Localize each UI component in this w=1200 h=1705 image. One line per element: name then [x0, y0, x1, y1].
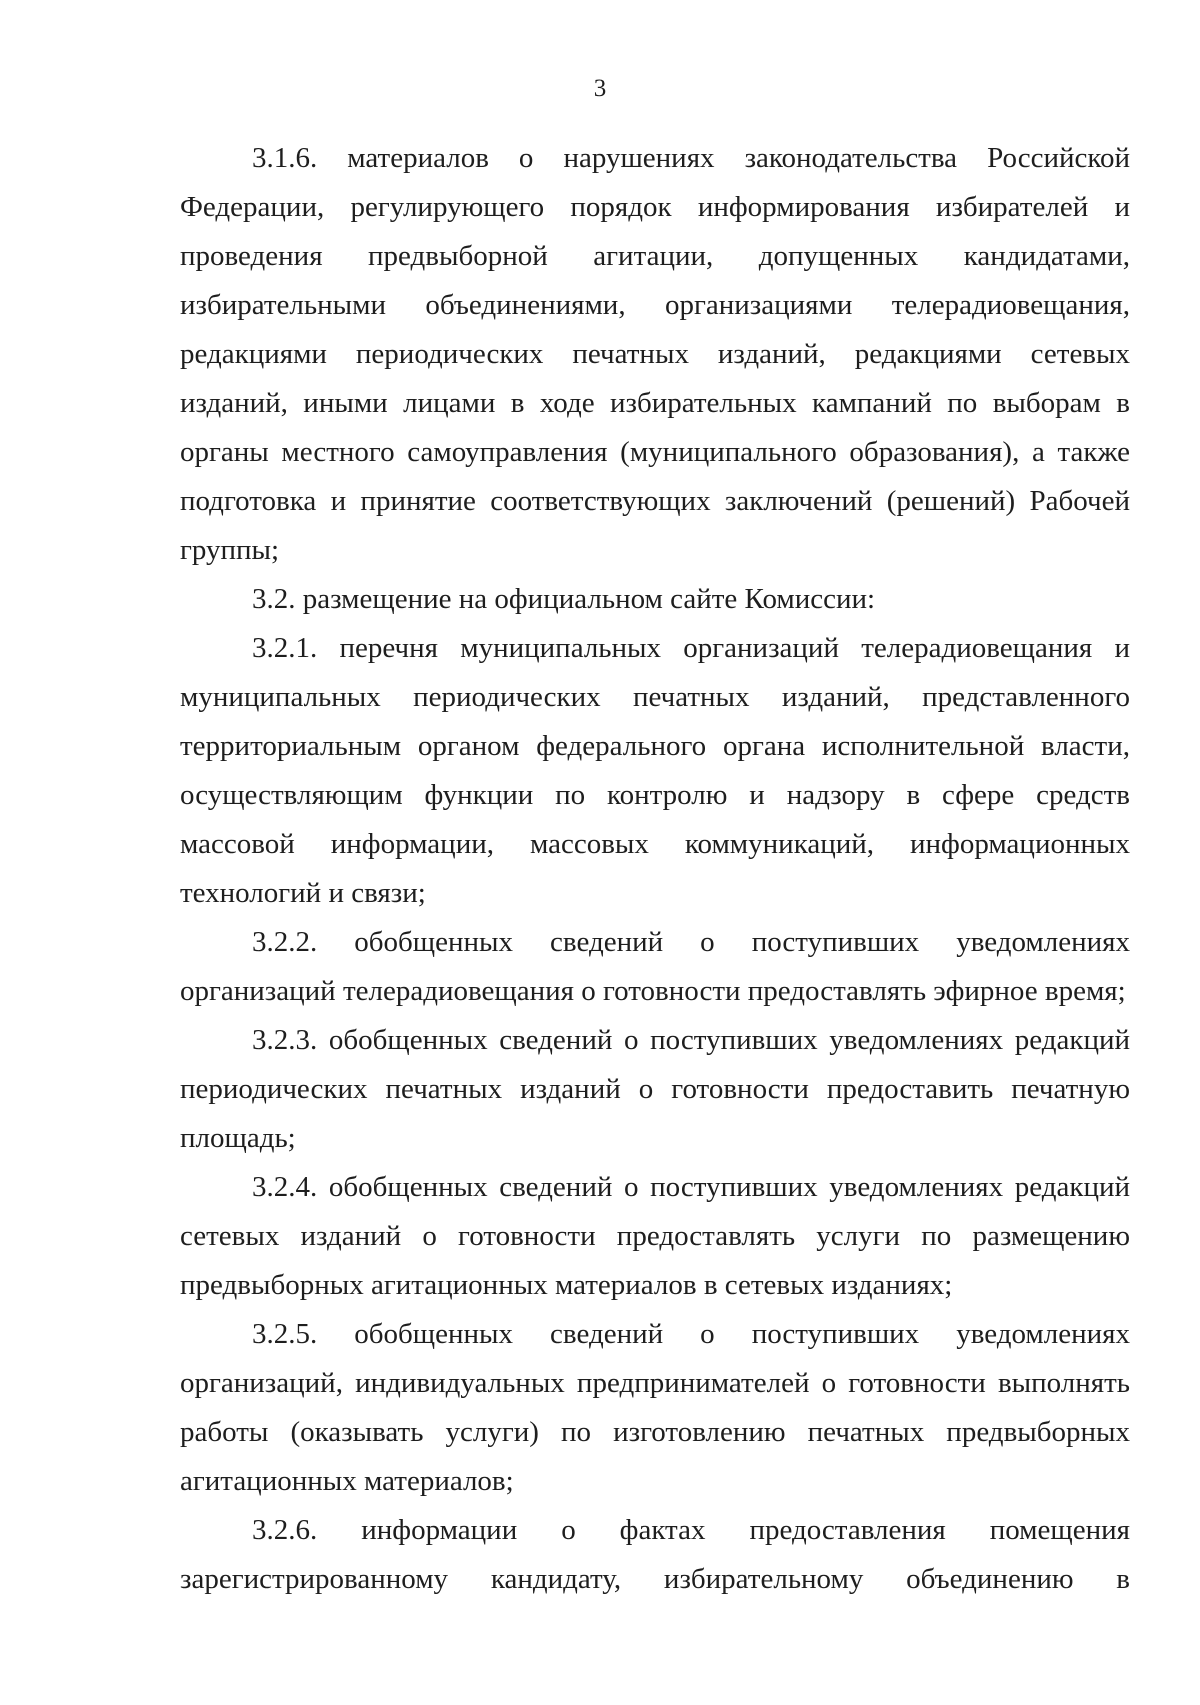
paragraph-3-2: 3.2. размещение на официальном сайте Комиссии:	[252, 583, 876, 615]
paragraph-3-2-1: 3.2.1. перечня муниципальных организаций телерадиовещания и муниципальных периодических печатных изданий, представленного территориальным органом федерального органа исполнительной власти, осуществляющим функции по контролю и надзору в сфере средств массовой информации, массовых коммуникаций, информационных технологий и связи;	[180, 632, 1130, 909]
paragraph-3-2-5: 3.2.5. обобщенных сведений о поступивших уведомлениях организаций, индивидуальных предпринимателей о готовности выполнять работы (оказывать услуги) по изготовлению печатных предвыборных агитационных материалов;	[180, 1318, 1130, 1497]
paragraph-3-2-2: 3.2.2. обобщенных сведений о поступивших уведомлениях организаций телерадиовещания о готовности предоставлять эфирное время;	[180, 926, 1130, 1007]
paragraph-3-2-4: 3.2.4. обобщенных сведений о поступивших уведомлениях редакций сетевых изданий о готовности предоставлять услуги по размещению предвыборных агитационных материалов в сетевых изданиях;	[180, 1171, 1130, 1301]
page-number: 3	[593, 75, 607, 102]
paragraph-3-2-6: 3.2.6. информации о фактах предоставления помещения зарегистрированному кандидату, избирательному объединению в	[180, 1514, 1130, 1595]
paragraph-3-2-3: 3.2.3. обобщенных сведений о поступивших уведомлениях редакций периодических печатных изданий о готовности предоставить печатную площадь;	[180, 1024, 1130, 1154]
document-body	[180, 134, 1130, 1604]
paragraph-3-1-6: 3.1.6. материалов о нарушениях законодательства Российской Федерации, регулирующего порядок информирования избирателей и проведения предвыборной агитации, допущенных кандидатами, избирательными объединениями, организациями телерадиовещания, редакциями периодических печатных изданий, редакциями сетевых изданий, иными лицами в ходе избирательных кампаний по выборам в органы местного самоуправления (муниципального образования), а также подготовка и принятие соответствующих заключений (решений) Рабочей группы;	[180, 142, 1130, 566]
